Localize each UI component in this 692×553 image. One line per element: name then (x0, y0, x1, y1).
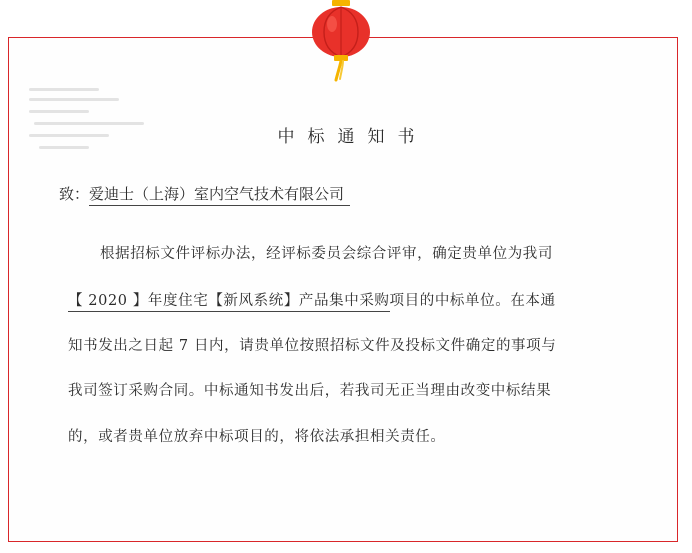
body-line-1: 根据招标文件评标办法，经评标委员会综合评审，确定贵单位为我司 (100, 246, 553, 262)
red-lantern-icon (310, 0, 372, 82)
scan-artifact (29, 88, 99, 91)
company-name: 爱迪士（上海）室内空气技术有限公司 (89, 185, 350, 206)
body-line-2 (68, 289, 556, 310)
addressee-line (59, 183, 350, 204)
project-name: 【 2020 】年度住宅【新风系统】产品集中采购 (68, 293, 390, 312)
body-line-4: 我司签订采购合同。中标通知书发出后，若我司无正当理由改变中标结果 (68, 383, 552, 399)
document-title: 中标通知书 (277, 127, 428, 147)
scan-artifact (29, 110, 89, 113)
addressee-prefix: 致： (59, 185, 90, 203)
body-line-5: 的，或者贵单位放弃中标项目的，将依法承担相关责任。 (68, 429, 446, 445)
body-line-2-suffix: 项目的中标单位。在本通 (389, 293, 556, 309)
body-line-3: 知书发出之日起 7 日内，请贵单位按照招标文件及投标文件确定的事项与 (68, 338, 557, 354)
scan-artifact (29, 98, 119, 101)
